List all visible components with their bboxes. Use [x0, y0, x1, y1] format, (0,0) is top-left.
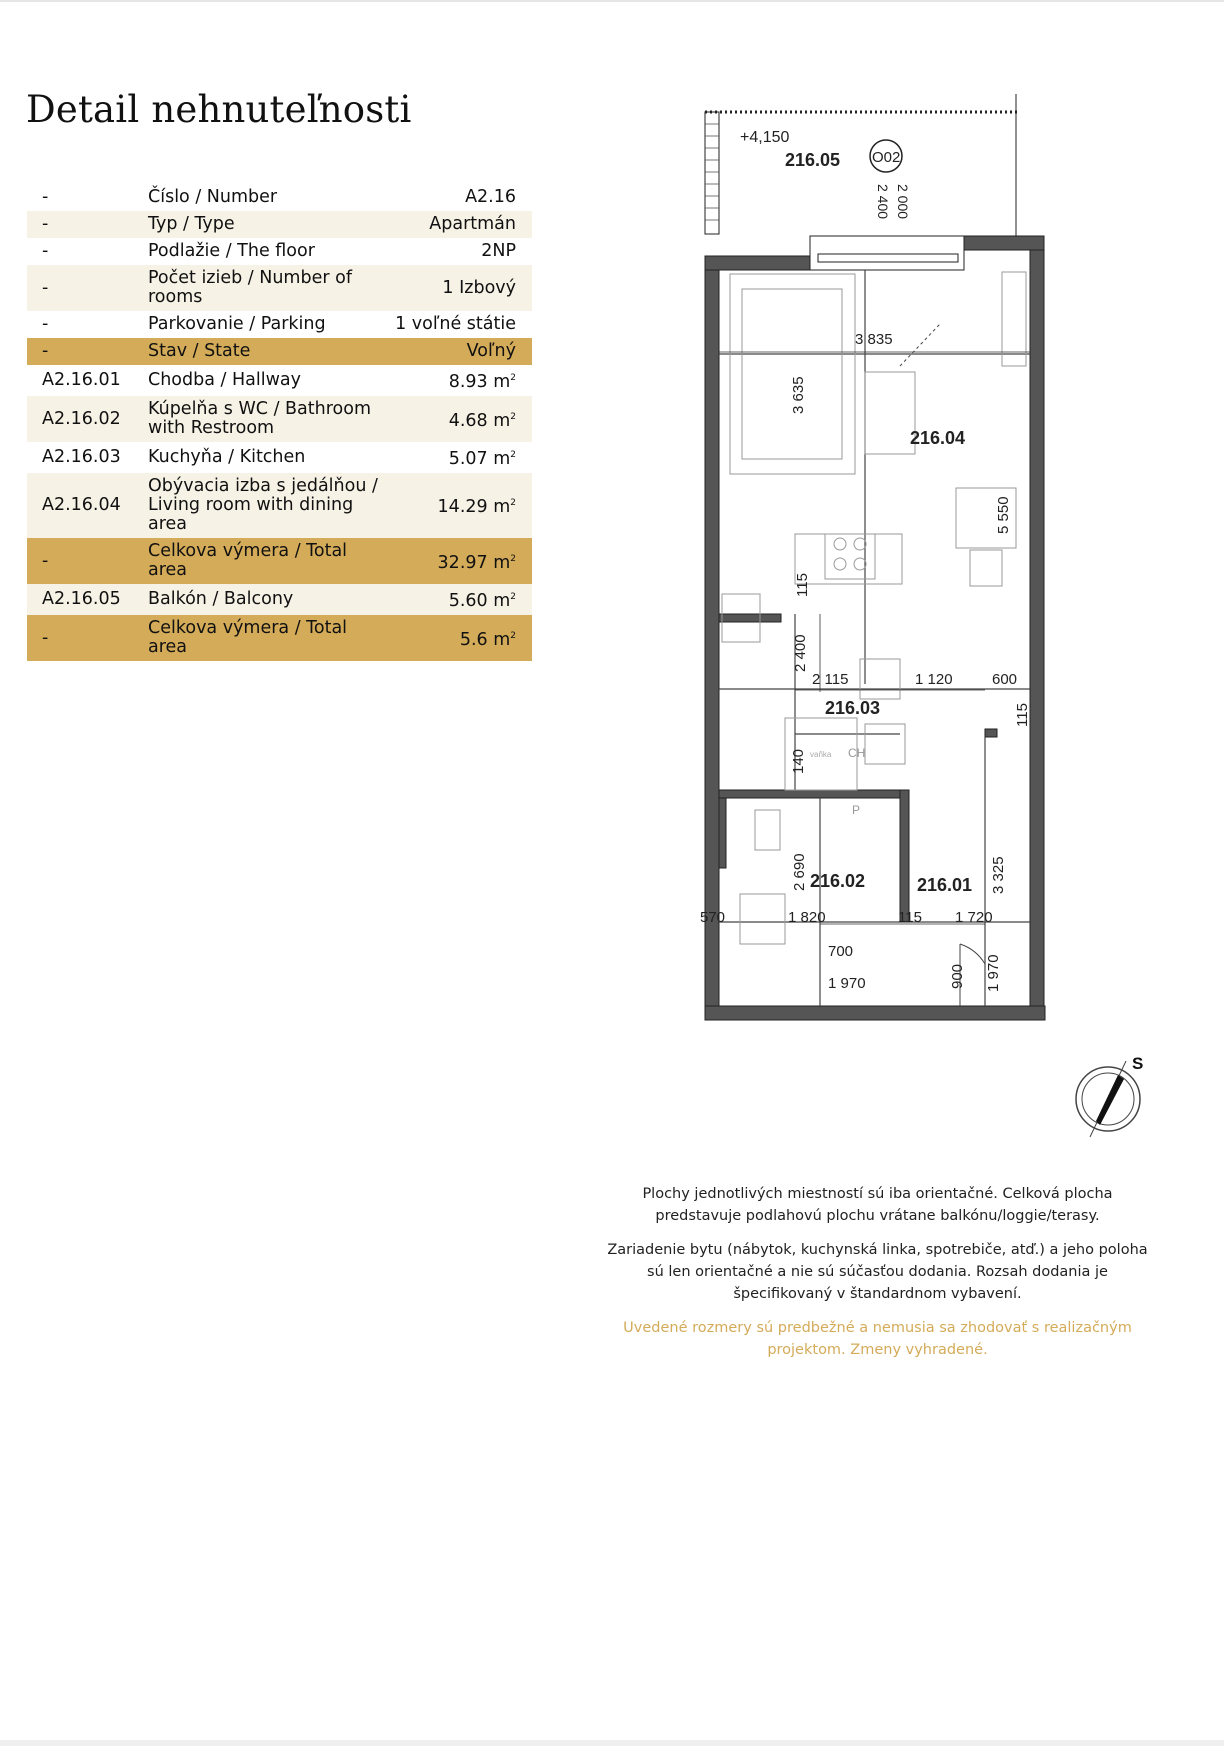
property-value-text: 8.93 m [448, 372, 511, 392]
door-swing-entry [960, 944, 985, 964]
property-row [27, 538, 532, 584]
boiler [860, 659, 900, 699]
property-value [388, 238, 532, 265]
unit-superscript: 2 [510, 498, 516, 508]
page-title: Detail nehnuteľnosti [26, 88, 412, 131]
property-code: A2.16.03 [27, 442, 148, 473]
property-value-text: 2NP [481, 241, 516, 261]
room-label-living: 216.04 [910, 428, 966, 448]
wall-left [705, 256, 719, 1020]
property-value [388, 265, 532, 311]
unit-superscript: 2 [510, 553, 516, 564]
dim-2690: 2 690 [791, 853, 808, 891]
floor-plan [700, 94, 1052, 1028]
dim-700: 700 [828, 943, 854, 960]
property-code: - [27, 184, 148, 211]
unit-superscript: 2 [510, 373, 516, 383]
property-label: Stav / State [148, 338, 388, 365]
property-value-text: 5.60 m [448, 591, 511, 611]
dim-1820: 1 820 [788, 909, 826, 926]
property-label: Počet izieb / Number of rooms [148, 265, 388, 311]
property-code: A2.16.01 [27, 365, 148, 396]
wall-partition-hall [985, 729, 997, 737]
property-label: Chodba / Hallway [148, 365, 388, 396]
room-label-balcony: 216.05 [785, 150, 841, 170]
property-value [388, 538, 532, 584]
property-label: Kuchyňa / Kitchen [148, 442, 388, 473]
dim-1720: 1 720 [955, 909, 993, 926]
property-row [27, 338, 532, 365]
notes [600, 1183, 1155, 1373]
wall-top-left [705, 256, 810, 270]
dim-3835: 3 835 [855, 331, 893, 348]
fixture-washer: P [852, 803, 861, 817]
property-row [27, 442, 532, 473]
dim-140: 140 [790, 748, 807, 774]
property-value-text: Apartmán [429, 214, 516, 234]
top-border [0, 0, 1224, 2]
property-label: Číslo / Number [148, 184, 388, 211]
property-value-text: 14.29 m [437, 497, 511, 517]
toilet [755, 810, 780, 850]
property-value [388, 396, 532, 442]
wall-right [1030, 250, 1044, 1020]
property-value-text: 1 Izbový [442, 277, 516, 298]
window-tag: O02 [872, 149, 901, 166]
stove [825, 534, 875, 579]
property-code: A2.16.04 [27, 473, 148, 538]
door-swing-living [900, 324, 940, 366]
property-value-text: 5.07 m [448, 449, 511, 469]
balcony-railing [705, 112, 719, 234]
dim-115-c: 115 [898, 909, 922, 926]
property-value-text: 1 voľné státie [395, 314, 516, 334]
fixture-boiler: CH [848, 746, 866, 760]
note-furnishing: Zariadenie bytu (nábytok, kuchynská linka, spotrebiče, atď.) a jeho poloha sú len orientačné a nie sú súčasťou dodania. Rozsah dodania je špecifikovaný v štandardnom vybavení. [607, 1242, 1148, 1302]
dim-3325: 3 325 [990, 856, 1007, 894]
room-label-hall: 216.01 [917, 875, 973, 895]
dim-3635: 3 635 [790, 376, 807, 414]
property-code: - [27, 211, 148, 238]
property-value-text: 4.68 m [448, 410, 511, 431]
dim-115-a: 115 [794, 573, 811, 597]
property-row [27, 184, 532, 211]
property-value [388, 473, 532, 538]
disclaimer: Uvedené rozmery sú predbežné a nemusia sa zhodovať s realizačným projektom. Zmeny vyhradené. [623, 1320, 1132, 1358]
property-code: - [27, 538, 148, 584]
property-value [388, 211, 532, 238]
balcony-window [810, 236, 964, 270]
compass [1070, 1053, 1152, 1141]
fixture-sink: vaňka [810, 750, 832, 759]
property-value-text: Voľný [466, 341, 516, 361]
property-label: Balkón / Balcony [148, 584, 388, 615]
property-code: - [27, 265, 148, 311]
property-label: Celkova výmera / Total area [148, 538, 388, 584]
property-value [388, 584, 532, 615]
property-label: Typ / Type [148, 211, 388, 238]
wall-partition-bath-right [900, 790, 909, 922]
window-dim-1: 2 000 [895, 184, 911, 220]
property-row [27, 584, 532, 615]
table [865, 372, 915, 454]
dim-600: 600 [992, 671, 1018, 688]
property-row [27, 311, 532, 338]
sofa [730, 274, 855, 474]
property-row [27, 365, 532, 396]
property-value [388, 311, 532, 338]
dim-1970-b: 1 970 [985, 954, 1002, 992]
wall-bottom [705, 1006, 1045, 1020]
kitchen-counter [795, 534, 902, 584]
property-row [27, 211, 532, 238]
dim-115-b: 115 [1014, 703, 1031, 727]
basin [740, 894, 785, 944]
property-value-text: 32.97 m [437, 552, 511, 573]
dim-5550: 5 550 [995, 496, 1012, 534]
dim-900: 900 [949, 963, 966, 989]
compass-label: S [1132, 1054, 1144, 1073]
property-value [388, 338, 532, 365]
dim-570: 570 [700, 909, 726, 926]
wall-partition-kitchen [719, 614, 781, 622]
property-value [388, 184, 532, 211]
bottom-border [0, 1740, 1224, 1746]
property-row [27, 473, 532, 538]
plan-level: +4,150 [740, 129, 790, 146]
property-label: Kúpelňa s WC / Bathroom with Restroom [148, 396, 388, 442]
unit-superscript: 2 [510, 592, 516, 602]
wall-top-right [964, 236, 1044, 250]
property-value [388, 365, 532, 396]
property-value-text: A2.16 [465, 187, 516, 207]
property-value-text: 5.6 m [459, 629, 511, 650]
property-value [388, 442, 532, 473]
window-dim-2: 2 400 [875, 184, 891, 220]
property-label: Podlažie / The floor [148, 238, 388, 265]
property-code: A2.16.05 [27, 584, 148, 615]
room-label-bath: 216.02 [810, 871, 866, 891]
note-area: Plochy jednotlivých miestností sú iba orientačné. Celková plocha predstavuje podlahovú plochu vrátane balkónu/loggie/terasy. [642, 1186, 1113, 1224]
property-code: A2.16.02 [27, 396, 148, 442]
property-value [388, 615, 532, 661]
room-label-kitchen: 216.03 [825, 698, 881, 718]
property-label: Celkova výmera / Total area [148, 615, 388, 661]
property-label: Obývacia izba s jedálňou / Living room with dining area [148, 473, 388, 538]
property-row [27, 615, 532, 661]
property-code: - [27, 311, 148, 338]
unit-superscript: 2 [510, 411, 516, 422]
dim-2115: 2 115 [812, 671, 849, 688]
property-row [27, 396, 532, 442]
property-row [27, 265, 532, 311]
property-row [27, 238, 532, 265]
property-code: - [27, 338, 148, 365]
dim-1970-a: 1 970 [828, 975, 866, 992]
unit-superscript: 2 [510, 630, 516, 641]
dim-1120: 1 120 [915, 671, 953, 688]
wall-partition-bath-left [719, 798, 726, 868]
property-label: Parkovanie / Parking [148, 311, 388, 338]
property-code: - [27, 238, 148, 265]
compass-needle [1096, 1075, 1124, 1125]
property-table [27, 184, 532, 661]
dim-2400: 2 400 [792, 634, 809, 672]
wall-partition-bath-top [719, 790, 909, 798]
property-code: - [27, 615, 148, 661]
washer [865, 724, 905, 764]
unit-superscript: 2 [510, 450, 516, 460]
